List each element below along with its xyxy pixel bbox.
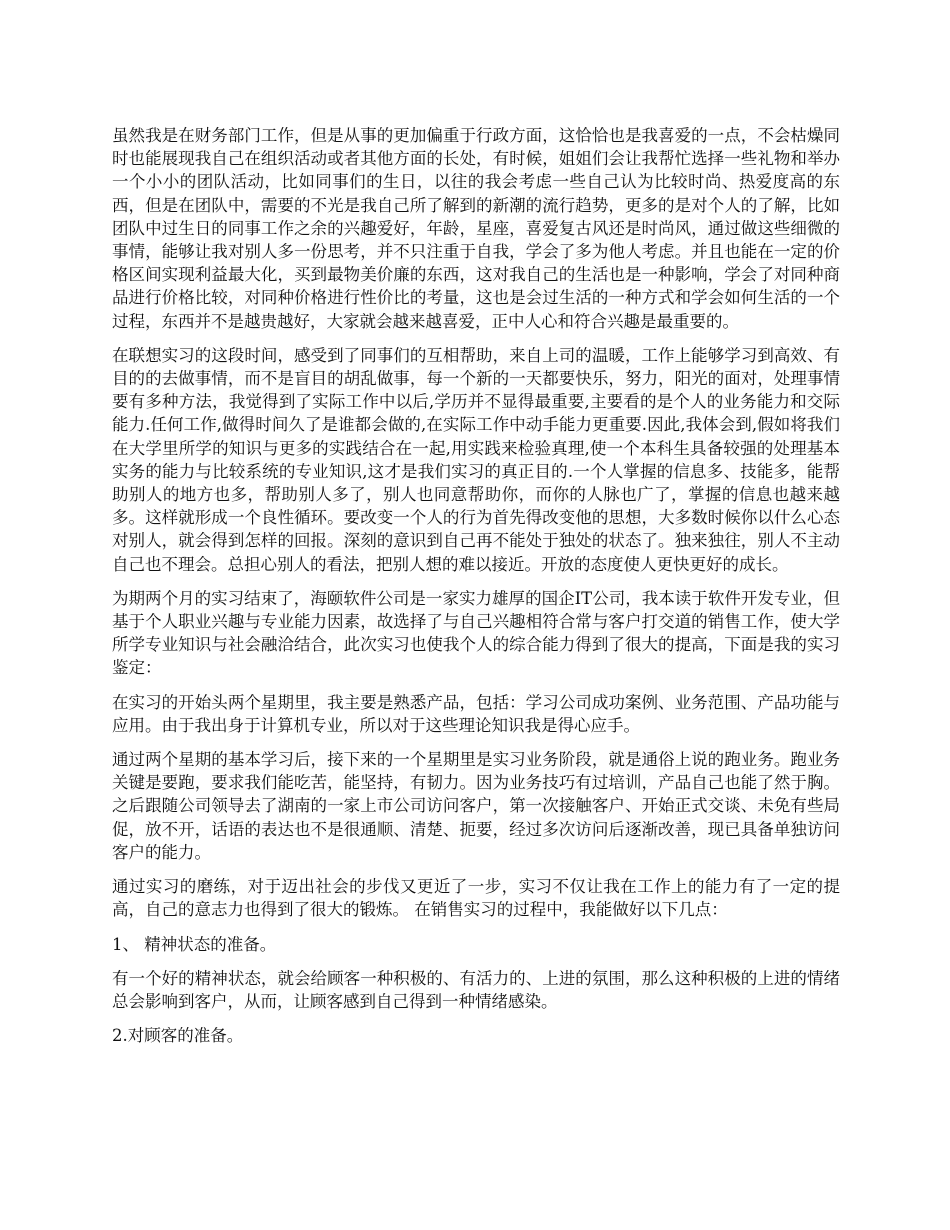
document-page <box>112 124 840 1058</box>
paragraph: 有一个好的精神状态，就会给顾客一种积极的、有活力的、上进的氛围，那么这种积极的上进的情绪总会影响到客户，从而，让顾客感到自己得到一种情绪感染。 <box>112 968 840 1011</box>
paragraph: 在实习的开始头两个星期里，我主要是熟悉产品，包括：学习公司成功案例、业务范围、产品功能与应用。由于我出身于计算机专业，所以对于这些理论知识我是得心应手。 <box>112 692 840 735</box>
paragraph: 为期两个月的实习结束了，海颐软件公司是一家实力雄厚的国企IT公司，我本读于软件开发专业，但基于个人职业兴趣与专业能力因素，故选择了与自己兴趣相符合常与客户打交道的销售工作，使大学所学专业知识与社会融洽结合，此次实习也使我个人的综合能力得到了很大的提高，下面是我的实习鉴定： <box>112 588 840 678</box>
paragraph: 通过实习的磨练，对于迈出社会的步伐又更近了一步，实习不仅让我在工作上的能力有了一定的提高，自己的意志力也得到了很大的锻炼。 在销售实习的过程中，我能做好以下几点： <box>112 877 840 920</box>
paragraph: 在联想实习的这段时间，感受到了同事们的互相帮助，来自上司的温暖，工作上能够学习到高效、有目的的去做事情，而不是盲目的胡乱做事，每一个新的一天都要快乐，努力，阳光的面对，处理事情要有多种方法，我觉得到了实际工作中以后,学历并不显得最重要,主要看的是个人的业务能力和交际能力.任何工作,做得时间久了是谁都会做的,在实际工作中动手能力更重要.因此,我体会到,假如将我们在大学里所学的知识与更多的实践结合在一起,用实践来检验真理,使一个本科生具备较强的处理基本实务的能力与比较系统的专业知识,这才是我们实习的真正目的.一个人掌握的信息多、技能多，能帮助别人的地方也多，帮助别人多了，别人也同意帮助你，而你的人脉也广了，掌握的信息也越来越多。这样就形成一个良性循环。要改变一个人的行为首先得改变他的思想，大多数时候你以什么心态对别人，就会得到怎样的回报。深刻的意识到自己再不能处于独处的状态了。独来独往，别人不主动自己也不理会。总担心别人的看法，把别人想的难以接近。开放的态度使人更快更好的成长。 <box>112 345 840 574</box>
section-heading: 1、 精神状态的准备。 <box>112 934 277 954</box>
paragraph: 通过两个星期的基本学习后，接下来的一个星期里是实习业务阶段，就是通俗上说的跑业务。跑业务关键是要跑，要求我们能吃苦，能坚持，有韧力。因为业务技巧有过培训，产品自己也能了然于胸。之后跟随公司领导去了湖南的一家上市公司访问客户，第一次接触客户、开始正式交谈、未免有些局促，放不开，话语的表达也不是很通顺、清楚、扼要，经过多次访问后逐渐改善，现已具备单独访问客户的能力。 <box>112 750 840 862</box>
paragraph: 虽然我是在财务部门工作，但是从事的更加偏重于行政方面，这恰恰也是我喜爱的一点，不会枯燥同时也能展现我自己在组织活动或者其他方面的长处，有时候，姐姐们会让我帮忙选择一些礼物和举办一个小小的团队活动，比如同事们的生日，以往的我会考虑一些自己认为比较时尚、热爱度高的东西，但是在团队中，需要的不光是我自己所了解到的新潮的流行趋势，更多的是对个人的了解，比如团队中过生日的同事工作之余的兴趣爱好，年龄，星座，喜爱复古风还是时尚风，通过做这些细微的事情，能够让我对别人多一份思考，并不只注重于自我，学会了多为他人考虑。并且也能在一定的价格区间实现利益最大化，买到最物美价廉的东西，这对我自己的生活也是一种影响，学会了对同种商品进行价格比较，对同种价格进行性价比的考量，这也是会过生活的一种方式和学会如何生活的一个过程，东西并不是越贵越好，大家就会越来越喜爱，正中人心和符合兴趣是最重要的。 <box>112 126 840 331</box>
section-heading: 2.对顾客的准备。 <box>112 1026 244 1046</box>
